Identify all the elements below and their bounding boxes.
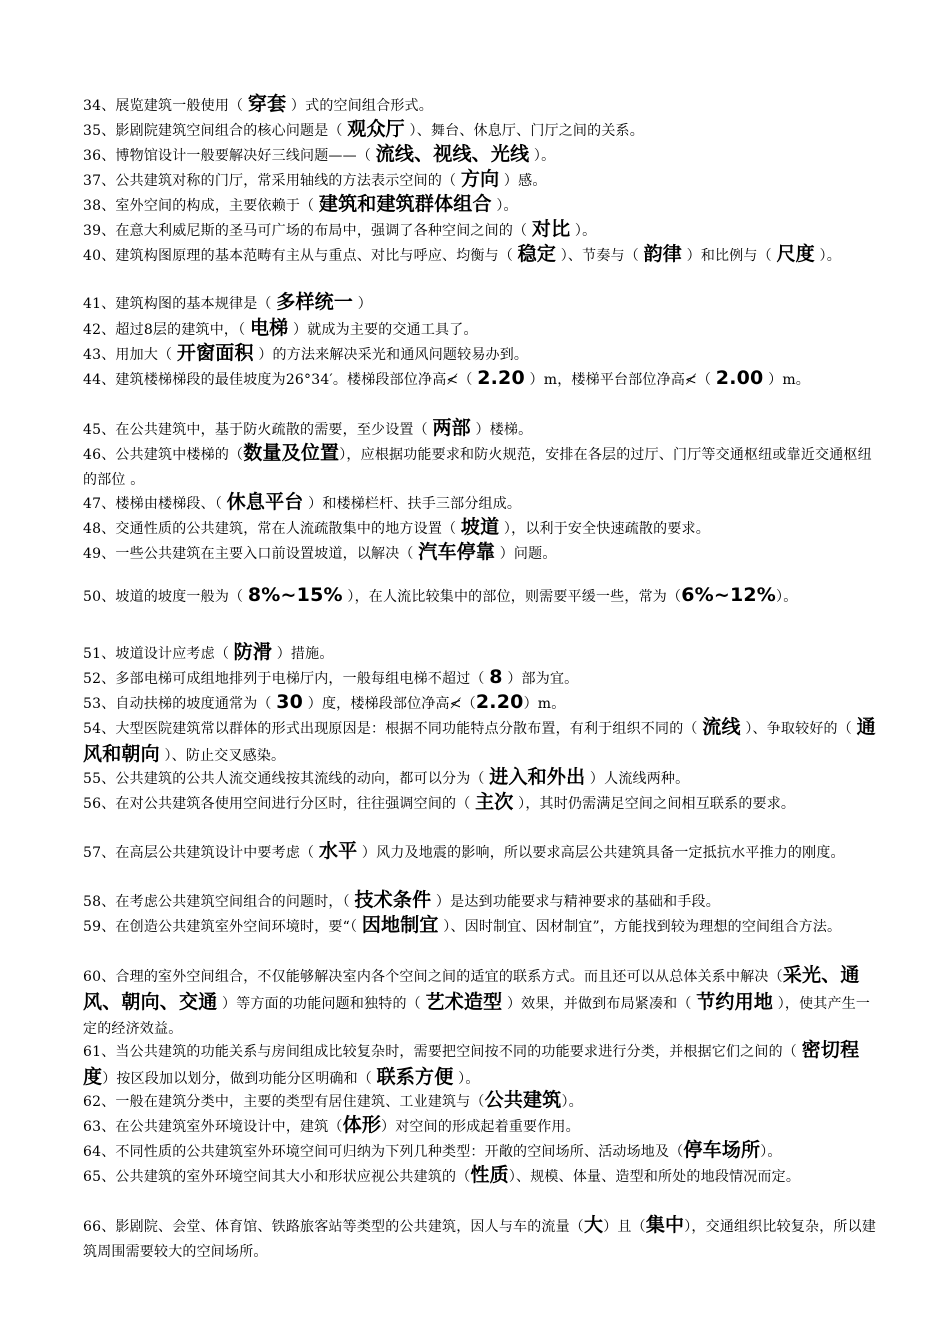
question-50: 50、坡道的坡度一般为（ 8%~15% ），在人流比较集中的部位，则需要平缓一些，常为（6%~12%）。	[83, 584, 798, 606]
question-49: 49、一些公共建筑在主要入口前设置坡道，以解决（ 汽车停靠 ）问题。	[83, 541, 557, 563]
question-63: 63、在公共建筑室外环境设计中，建筑（体形）对空间的形成起着重要作用。	[83, 1114, 580, 1136]
answer: 集中	[645, 1214, 685, 1236]
question-41: 41、建筑构图的基本规律是（ 多样统一 ）	[83, 291, 372, 313]
question-59: 59、在创造公共建筑室外空间环境时，要“（ 因地制宜 ）、因时制宜、因材制宜”，方能找到较为理想的空间组合方法。	[83, 914, 842, 936]
question-46: 46、公共建筑中楼梯的（数量及位置），应根据功能要求和防火规范，安排在各层的过厅、门厅等交通枢纽或靠近交通枢纽的部位 。	[83, 442, 872, 488]
answer: 韵律	[643, 243, 682, 265]
answer: 观众厅	[347, 118, 405, 140]
answer: 密切程度	[83, 1039, 860, 1088]
question-35: 35、影剧院建筑空间组合的核心问题是（ 观众厅 ）、舞台、休息厅、门厅之间的关系。	[83, 118, 644, 140]
question-60: 60、合理的室外空间组合，不仅能够解决室内各个空间之间的适宜的联系方式。而且还可以从总体关系中解决（采光、通风、朝向、交通 ）等方面的功能问题和独特的（ 艺术造型 ）效果，并做到布局紧凑和（ 节约用地 ），使其产生一定的经济效益。	[83, 964, 871, 1037]
question-39: 39、在意大利威尼斯的圣马可广场的布局中，强调了各种空间之间的（ 对比 ）。	[83, 218, 597, 240]
answer: 公共建筑	[484, 1089, 562, 1111]
question-38: 38、室外空间的构成，主要依赖于（ 建筑和建筑群体组合 ）。	[83, 193, 518, 215]
question-62: 62、一般在建筑分类中，主要的类型有居住建筑、工业建筑与（公共建筑）。	[83, 1089, 583, 1111]
question-44: 44、建筑楼梯梯段的最佳坡度为26°34′。楼梯段部位净高≮（ 2.20 ）m，楼梯平台部位净高≮（ 2.00 ）m。	[83, 367, 811, 389]
question-53: 53、自动扶梯的坡度通常为（ 30 ）度，楼梯段部位净高≮（2.20）m。	[83, 691, 566, 713]
answer: 电梯	[249, 317, 289, 339]
answer: 休息平台	[226, 491, 304, 513]
answer: 防滑	[233, 641, 273, 663]
answer: 尺度	[776, 243, 815, 265]
answer: 2.00	[715, 367, 764, 389]
answer: 数量及位置	[243, 442, 340, 464]
question-45: 45、在公共建筑中，基于防火疏散的需要，至少设置（ 两部 ）楼梯。	[83, 417, 533, 439]
question-42: 42、超过8层的建筑中，（ 电梯 ）就成为主要的交通工具了。	[83, 317, 478, 339]
question-34: 34、展览建筑一般使用（ 穿套 ）式的空间组合形式。	[83, 93, 433, 115]
answer: 艺术造型	[425, 991, 503, 1013]
question-36: 36、博物馆设计一般要解决好三线问题——（ 流线、视线、光线 ）。	[83, 143, 556, 165]
answer: 水平	[318, 840, 358, 862]
question-66: 66、影剧院、会堂、体育馆、铁路旅客站等类型的公共建筑，因人与车的流量（大）且（集中），交通组织比较复杂，所以建筑周围需要较大的空间场所。	[83, 1214, 877, 1260]
question-51: 51、坡道设计应考虑（ 防滑 ）措施。	[83, 641, 334, 663]
question-54: 54、大型医院建筑常以群体的形式出现原因是：根据不同功能特点分散布置，有利于组织不同的（ 流线 ）、争取较好的（ 通风和朝向 ）、防止交叉感染。	[83, 716, 876, 765]
answer: 6%~12%	[681, 584, 777, 606]
question-65: 65、公共建筑的室外环境空间其大小和形状应视公共建筑的（性质）、规模、体量、造型和所处的地段情况而定。	[83, 1164, 801, 1186]
answer: 2.20	[475, 691, 524, 713]
answer: 开窗面积	[176, 342, 254, 364]
answer: 大	[584, 1214, 604, 1236]
question-64: 64、不同性质的公共建筑室外环境空间可归纳为下列几种类型：开敞的空间场所、活动场地及（停车场所）。	[83, 1139, 782, 1161]
question-52: 52、多部电梯可成组地排列于电梯厅内，一般每组电梯不超过（ 8 ）部为宜。	[83, 666, 579, 688]
answer: 8	[489, 666, 503, 688]
answer: 因地制宜	[361, 914, 439, 936]
question-56: 56、在对公共建筑各使用空间进行分区时，往往强调空间的（ 主次 ），其时仍需满足空间之间相互联系的要求。	[83, 791, 796, 813]
question-48: 48、交通性质的公共建筑，常在人流疏散集中的地方设置（ 坡道 ），以利于安全快速疏散的要求。	[83, 516, 710, 538]
answer: 稳定	[517, 243, 557, 265]
answer: 建筑和建筑群体组合	[318, 193, 492, 215]
question-40: 40、建筑构图原理的基本范畴有主从与重点、对比与呼应、均衡与（ 稳定 ）、节奏与（ 韵律 ）和比例与（ 尺度 ）。	[83, 243, 841, 265]
answer: 坡道	[460, 516, 500, 538]
answer: 联系方便	[376, 1066, 454, 1088]
answer: 30	[276, 691, 304, 713]
answer: 多样统一	[276, 291, 354, 313]
answer: 汽车停靠	[418, 541, 496, 563]
question-57: 57、在高层公共建筑设计中要考虑（ 水平 ）风力及地震的影响，所以要求高层公共建筑具备一定抵抗水平推力的刚度。	[83, 840, 845, 862]
question-61: 61、当公共建筑的功能关系与房间组成比较复杂时，需要把空间按不同的功能要求进行分类，并根据它们之间的（ 密切程度）按区段加以划分，做到功能分区明确和（ 联系方便 ）。	[83, 1039, 860, 1088]
question-43: 43、用加大（ 开窗面积 ）的方法来解决采光和通风问题较易办到。	[83, 342, 529, 364]
answer: 方向	[460, 168, 500, 190]
question-37: 37、公共建筑对称的门厅，常采用轴线的方法表示空间的（ 方向 ）感。	[83, 168, 547, 190]
answer: 体形	[342, 1114, 382, 1136]
answer: 采光、通风、朝向、交通	[83, 964, 860, 1013]
answer: 穿套	[247, 93, 287, 115]
answer: 流线、视线、光线	[375, 143, 530, 165]
answer: 节约用地	[696, 991, 774, 1013]
question-58: 58、在考虑公共建筑空间组合的问题时，（ 技术条件 ）是达到功能要求与精神要求的基础和手段。	[83, 889, 720, 911]
answer: 通风和朝向	[83, 716, 876, 765]
answer: 对比	[531, 218, 571, 240]
answer: 技术条件	[354, 889, 432, 911]
answer: 停车场所	[683, 1139, 761, 1161]
answer: 性质	[470, 1164, 509, 1186]
answer: 流线	[702, 716, 741, 738]
question-55: 55、公共建筑的公共人流交通线按其流线的动向，都可以分为（ 进入和外出 ）人流线两种。	[83, 766, 690, 788]
answer: 进入和外出	[489, 766, 586, 788]
question-47: 47、楼梯由楼梯段、（ 休息平台 ）和楼梯栏杆、扶手三部分组成。	[83, 491, 522, 513]
answer: 8%~15%	[247, 584, 343, 606]
answer: 2.20	[477, 367, 525, 389]
answer: 两部	[432, 417, 471, 439]
answer: 主次	[475, 791, 514, 813]
